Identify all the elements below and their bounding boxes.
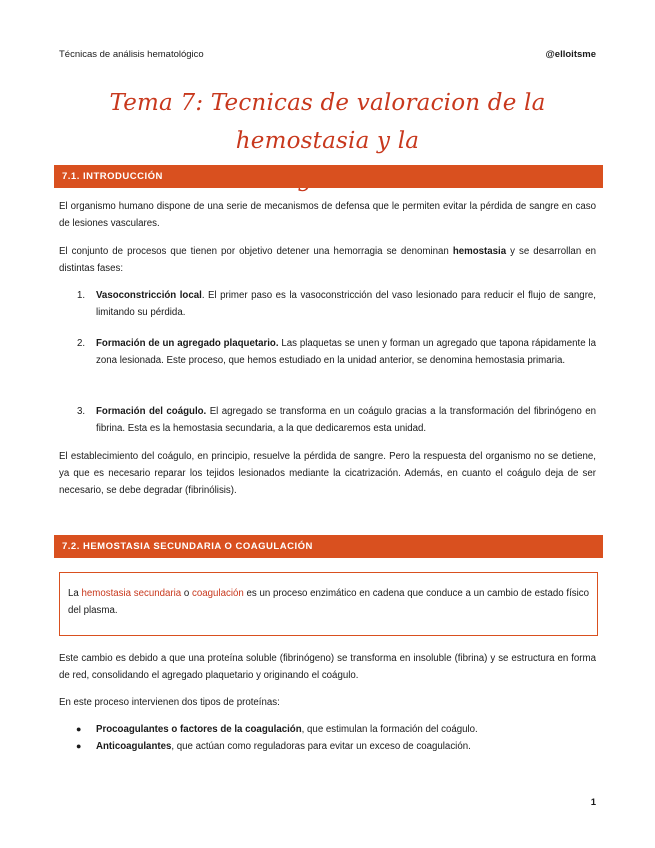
intro-paragraph-1: El organismo humano dispone de una serie de mecanismos de defensa que le permiten evitar la pérdida de sangre en caso de lesiones vasculares. bbox=[59, 201, 596, 229]
coagulation-paragraph-2: En este proceso intervienen dos tipos de proteínas: bbox=[59, 697, 280, 708]
header-author: @elloitsme bbox=[545, 49, 596, 60]
intro-paragraph-3: El establecimiento del coágulo, en principio, resuelve la pérdida de sangre. Pero la respuesta del organismo no se detiene, ya que es necesario reparar los tejidos lesionados mediante la cicatrización. Además, en cuanto el coágulo deja de ser necesario, se debe degradar (fibrinólisis). bbox=[59, 451, 596, 496]
definition-box bbox=[59, 572, 598, 636]
header-subject: Técnicas de análisis hematológico bbox=[59, 49, 204, 60]
list-item-text: El agregado se transforma en un coágulo gracias a la transformación del fibrinógeno en fibrina. Esta es la hemostasia secundaria, a la que dedicaremos esta unidad. bbox=[96, 406, 596, 434]
list-item-text: Las plaquetas se unen y forman un agregado que tapona rápidamente la zona lesionada. Este proceso, que hemos estudiado en la unidad anterior, se denomina hemostasia primaria. bbox=[96, 338, 596, 366]
list-item bbox=[77, 335, 596, 369]
box-highlight-term: hemostasia secundaria bbox=[81, 588, 182, 599]
page-header bbox=[59, 49, 596, 63]
section-heading-hemostasia-secundaria: 7.2. HEMOSTASIA SECUNDARIA O COAGULACIÓN bbox=[54, 535, 603, 558]
list-item-number: 1. bbox=[77, 290, 86, 301]
box-text-end: es un proceso enzimático en cadena que conduce a un cambio de estado físico del plasma. bbox=[68, 588, 590, 616]
box-highlight-term: coagulación bbox=[192, 588, 244, 599]
list-item-number: 2. bbox=[77, 338, 86, 349]
list-item-bold: Formación de un agregado plaquetario. bbox=[96, 338, 279, 349]
box-text-mid: o bbox=[181, 588, 193, 599]
intro-paragraph-2 bbox=[59, 243, 596, 277]
list-item-bold: Formación del coágulo. bbox=[96, 406, 207, 417]
box-text: La bbox=[68, 588, 82, 599]
bullet-icon: ● bbox=[76, 741, 82, 751]
bullet-bold: Procoagulantes o factores de la coagulación bbox=[96, 724, 302, 735]
list-item bbox=[77, 403, 596, 437]
bullet-bold: Anticoagulantes bbox=[96, 741, 172, 752]
bullet-icon: ● bbox=[76, 724, 82, 734]
intro-p2-text: El conjunto de procesos que tienen por objetivo detener una hemorragia se denominan bbox=[59, 246, 453, 257]
bullet-text: , que estimulan la formación del coágulo. bbox=[301, 724, 478, 735]
list-item bbox=[77, 287, 597, 321]
list-item-bold: Vasoconstricción local bbox=[96, 290, 202, 301]
list-item-text: . El primer paso es la vasoconstricción del vaso lesionado para reducir el flujo de sangre, limitando su pérdida. bbox=[96, 290, 597, 318]
bullet-item bbox=[76, 738, 596, 755]
intro-p2-text-end: y se desarrollan en distintas fases: bbox=[59, 246, 597, 274]
section-heading-introduccion: 7.1. INTRODUCCIÓN bbox=[54, 165, 603, 188]
title-line-1: Tema 7: Tecnicas de valoracion de la hemostasia y la bbox=[109, 90, 546, 154]
page-number: 1 bbox=[590, 797, 596, 808]
intro-p2-bold: hemostasia bbox=[452, 246, 507, 257]
coagulation-paragraph-1: Este cambio es debido a que una proteína soluble (fibrinógeno) se transforma en insoluble (fibrina) y se estructura en forma de red, consolidando el agregado plaquetario y originando el coágulo. bbox=[59, 653, 596, 681]
bullet-item bbox=[76, 721, 596, 738]
bullet-text: , que actúan como reguladoras para evitar un exceso de coagulación. bbox=[171, 741, 471, 752]
list-item-number: 3. bbox=[77, 406, 86, 417]
